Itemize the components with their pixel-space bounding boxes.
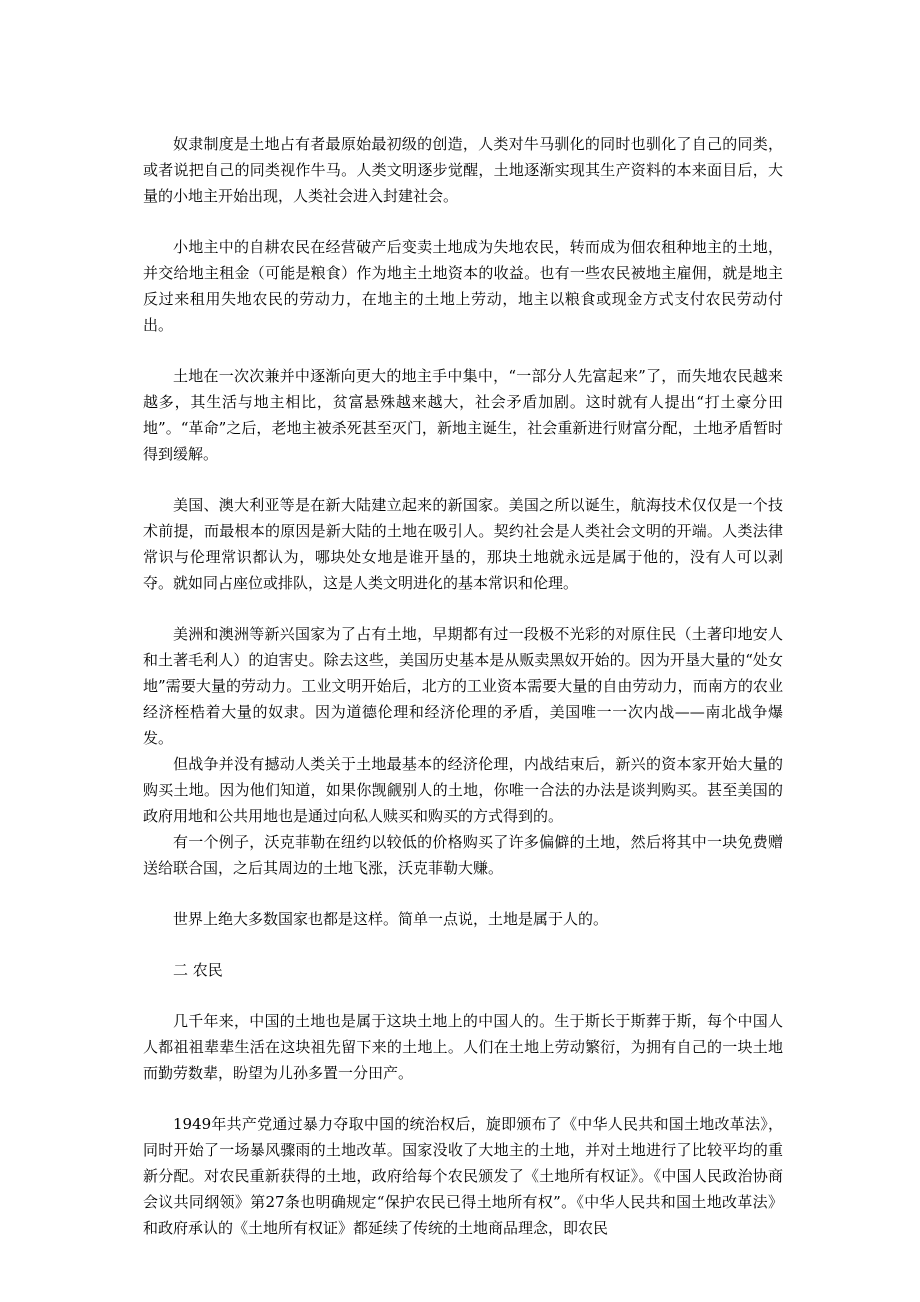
paragraph-gap [143,596,783,621]
paragraph-land-reform-1949: 1949年共产党通过暴力夺取中国的统治权后，旋即颁布了《中华人民共和国土地改革法》，同时开始了一场暴风骤雨的土地改革。国家没收了大地主的土地，并对土地进行了比较平均的重新分配。对农民重新获得的土地，政府给每个农民颁发了《土地所有权证》。《中国人民政治协商会议共同纲领》第27条也明确规定“保护农民已得土地所有权”。《中华人民共和国土地改革法》和政府承认的《土地所有权证》都延续了传统的土地商品理念，即农民 [143,1115,783,1237]
paragraph-chinese-land: 几千年来，中国的土地也是属于这块土地上的中国人的。生于斯长于斯葬于斯，每个中国人人都祖祖辈辈生活在这块祖先留下来的土地上。人们在土地上劳动繁衍，为拥有自己的一块土地而勤劳数辈，盼望为儿孙多置一分田产。 [143,1012,783,1082]
paragraph-gap [143,209,783,234]
paragraph-gap [143,1086,783,1111]
paragraph-americas-history: 美洲和澳洲等新兴国家为了占有土地，早期都有过一段极不光彩的对原住民（土著印地安人和土著毛利人）的迫害史。除去这些，美国历史基本是从贩卖黑奴开始的。因为开垦大量的“处女地”需要大量的劳动力。工业文明开始后，北方的工业资本需要大量的自由劳动力，而南方的农业经济桎梏着大量的奴隶。因为道德伦理和经济伦理的矛盾，美国唯一一次内战——南北战争爆发。 [143,625,783,747]
paragraph-new-countries: 美国、澳大利亚等是在新大陆建立起来的新国家。美国之所以诞生，航海技术仅仅是一个技术前提，而最根本的原因是新大陆的土地在吸引人。契约社会是人类社会文明的开端。人类法律常识与伦理常识都认为，哪块处女地是谁开垦的，那块土地就永远是属于他的，没有人可以剥夺。就如同占座位或排队，这是人类文明进化的基本常识和伦理。 [143,496,783,592]
paragraph-gap [143,467,783,492]
paragraph-rockefeller-example: 有一个例子，沃克菲勒在纽约以较低的价格购买了许多偏僻的土地，然后将其中一块免费赠送给联合国，之后其周边的土地飞涨，沃克菲勒大赚。 [143,833,783,877]
paragraph-gap [143,932,783,957]
paragraph-land-belongs-to-people: 世界上绝大多数国家也都是这样。简单一点说，土地是属于人的。 [173,910,609,928]
paragraph-gap [143,983,783,1008]
paragraph-slavery: 奴隶制度是土地占有者最原始最初级的创造，人类对牛马驯化的同时也驯化了自己的同类，或者说把自己的同类视作牛马。人类文明逐步觉醒，土地逐渐实现其生产资料的本来面目后，大量的小地主开始出现，人类社会进入封建社会。 [143,135,783,205]
paragraph-gap [143,338,783,363]
document-page [143,131,783,1241]
paragraph-gap [143,881,783,906]
paragraph-after-civil-war: 但战争并没有撼动人类关于土地最基本的经济伦理，内战结束后，新兴的资本家开始大量的购买土地。因为他们知道，如果你觊觎别人的土地，你唯一合法的办法是谈判购买。甚至美国的政府用地和公共用地也是通过向私人赎买和购买的方式得到的。 [143,755,783,825]
paragraph-tenant-farmers: 小地主中的自耕农民在经营破产后变卖土地成为失地农民，转而成为佃农租种地主的土地，并交给地主租金（可能是粮食）作为地主土地资本的收益。也有一些农民被地主雇佣，就是地主反过来租用失地农民的劳动力，在地主的土地上劳动，地主以粮食或现金方式支付农民劳动付出。 [143,238,783,334]
paragraph-land-concentration: 土地在一次次兼并中逐渐向更大的地主手中集中，“一部分人先富起来”了，而失地农民越来越多，其生活与地主相比，贫富悬殊越来越大，社会矛盾加剧。这时就有人提出“打土豪分田地”。“革命”之后，老地主被杀死甚至灭门，新地主诞生，社会重新进行财富分配，土地矛盾暂时得到缓解。 [143,367,783,463]
section-heading-farmers: 二 农民 [173,961,223,979]
